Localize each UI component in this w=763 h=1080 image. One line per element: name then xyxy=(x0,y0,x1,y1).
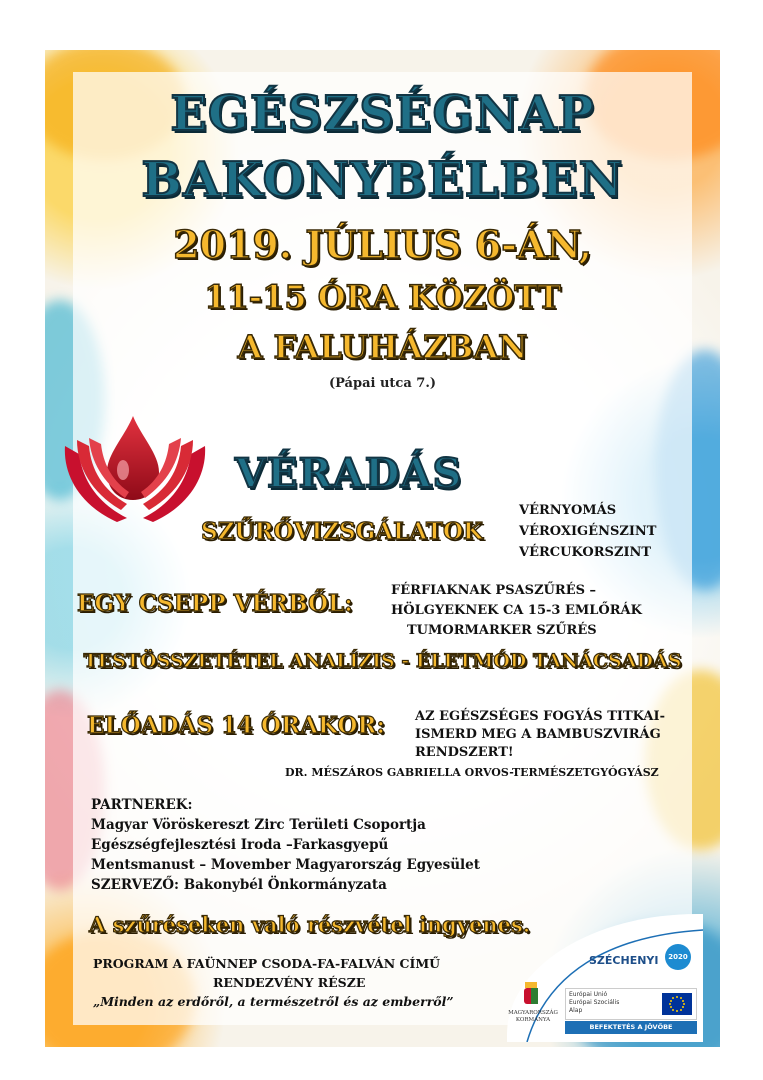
szechenyi-brand: SZÉCHENYI xyxy=(589,954,659,967)
screening-item-2: VÉROXIGÉNSZINT xyxy=(519,524,657,539)
time-line: 11-15 ÓRA KÖZÖTT xyxy=(204,278,561,316)
program-line-3: „Minden az erdőről, a természetről és az emberről” xyxy=(93,994,454,1009)
eu-box xyxy=(565,988,697,1020)
date-line: 2019. JÚLIUS 6-ÁN, xyxy=(173,222,592,267)
gov-line-1: MAGYARORSZÁG xyxy=(508,1010,558,1016)
title-line-2: BAKONYBÉLBEN xyxy=(141,152,624,208)
tagline-bar: BEFEKTETÉS A JÖVŐBE xyxy=(565,1021,697,1034)
place-line: A FALUHÁZBAN xyxy=(237,328,528,366)
eu-flag-icon xyxy=(662,993,692,1015)
address: (Pápai utca 7.) xyxy=(328,376,437,391)
eloadas-heading: ELŐADÁS 14 ÓRAKOR: xyxy=(87,712,386,739)
veradas-heading: VÉRADÁS xyxy=(235,450,463,497)
szechenyi-2020-badge: 2020 xyxy=(665,944,691,970)
partner-3: Mentsmanust – Movember Magyarország Egyesület xyxy=(91,857,480,873)
eu-line-2: Európai Szociális xyxy=(569,999,620,1006)
eu-line-1: Európai Unió xyxy=(569,991,608,998)
screening-item-1: VÉRNYOMÁS xyxy=(519,503,617,518)
testosszetetel-line: TESTÖSSZETÉTEL ANALÍZIS - ÉLETMÓD TANÁCSADÁS xyxy=(83,650,682,672)
eloadas-item-1: AZ EGÉSZSÉGES FOGYÁS TITKAI- xyxy=(415,709,665,724)
poster xyxy=(45,50,720,1047)
screening-item-3: VÉRCUKORSZINT xyxy=(519,545,652,560)
eu-line-3: Alap xyxy=(569,1007,583,1014)
organizer: SZERVEZŐ: Bakonybél Önkormányzata xyxy=(91,877,387,893)
szechenyi-logo-block xyxy=(507,914,703,1042)
gov-line-2: KORMÁNYA xyxy=(515,1017,551,1023)
hungarian-coat-of-arms-icon xyxy=(521,982,541,1008)
szurovizsgalatok-heading: SZŰRŐVIZSGÁLATOK xyxy=(201,518,483,545)
program-line-2: RENDEZVÉNY RÉSZE xyxy=(213,975,366,990)
free-participation: A szűréseken való részvétel ingyenes. xyxy=(89,912,531,937)
partner-2: Egészségfejlesztési Iroda –Farkasgyepű xyxy=(91,837,389,853)
egy-csepp-item-1: FÉRFIAKNAK PSASZŰRÉS – xyxy=(391,583,597,598)
eloadas-item-2: ISMERD MEG A BAMBUSZVIRÁG xyxy=(415,727,661,742)
egy-csepp-heading: EGY CSEPP VÉRBŐL: xyxy=(77,590,353,617)
partners-heading: PARTNEREK: xyxy=(91,797,193,813)
blood-drop-hands-icon xyxy=(55,406,215,534)
speaker: DR. MÉSZÁROS GABRIELLA ORVOS-TERMÉSZETGYÓGYÁSZ xyxy=(285,766,659,779)
egy-csepp-item-3: TUMORMARKER SZŰRÉS xyxy=(407,623,597,638)
program-line-1: PROGRAM A FAÜNNEP CSODA-FA-FALVÁN CÍMŰ xyxy=(93,956,441,971)
title-line-1: EGÉSZSÉGNAP xyxy=(170,86,595,142)
egy-csepp-item-2: HÖLGYEKNEK CA 15-3 EMLŐRÁK xyxy=(391,603,642,618)
eloadas-item-3: RENDSZERT! xyxy=(415,745,514,760)
partner-1: Magyar Vöröskereszt Zirc Területi Csoportja xyxy=(91,817,426,833)
